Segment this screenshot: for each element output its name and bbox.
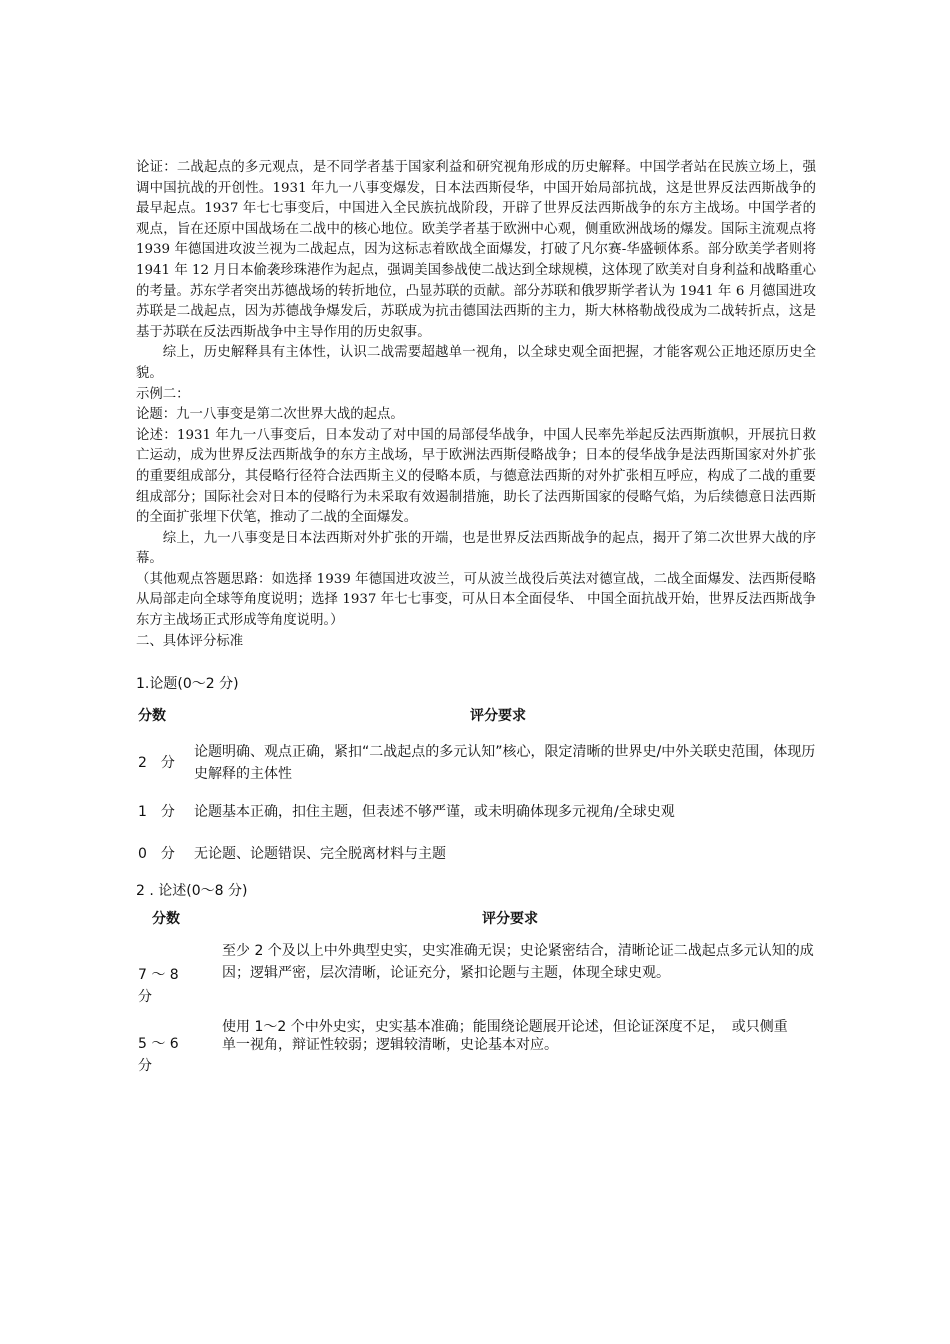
discussion-paragraph: 论述：1931 年九一八事变后，日本发动了对中国的局部侵华战争，中国人民率先举起反法西斯旗帜，开展抗日救亡运动，成为世界反法西斯战争的东方主战场，早于欧洲法西斯侵略战争；日本的侵华战争是法西斯国家对外扩张的重要组成部分，其侵略行径符合法西斯主义的侵略本质，与德意法西斯的对外扩张相互呼应，构成了二战的重要组成部分；国际社会对日本的侵略行为未采取有效遏制措施，助长了法西斯国家的侵略气焰，为后续德意日法西斯的全面扩张埋下伏笔，推动了二战的全面爆发。 [136,427,816,526]
rubric2-row2-score: 5 ～ 6 分 [138,1036,179,1074]
argument-paragraph: 论证：二战起点的多元观点，是不同学者基于国家利益和研究视角形成的历史解释。中国学者站在民族立场上，强调中国抗战的开创性。1931 年九一八事变爆发，日本法西斯侵华，中国开始局部抗战，这是世界反法西斯战争的最早起点。1937 年七七事变后，中国进入全民族抗战阶段，开辟了世界反法西斯战争的东方主战场。中国学者的观点，旨在还原中国战场在二战中的核心地位。欧美学者基于欧洲中心观，侧重欧洲战场的爆发。国际主流观点将 1939 年德国进攻波兰视为二战起点，因为这标志着欧战全面爆发，打破了凡尔赛-华盛顿体系。部分欧美学者则将 1941 年 12 月日本偷袭珍珠港作为起点，强调美国参战使二战达到全球规模，这体现了欧美对自身利益和战略重心的考量。苏东学者突出苏德战场的转折地位，凸显苏联的贡献。部分苏联和俄罗斯学者认为 1941 年 6 月德国进攻苏联是二战起点，因为苏德战争爆发后，苏联成为抗击德国法西斯的主力，斯大林格勒战役成为二战转折点，这是基于苏联在反法西斯战争中主导作用的历史叙事。 [136,160,816,340]
example-two-heading: 示例二： [136,386,190,402]
thesis-line: 论题：九一八事变是第二次世界大战的起点。 [136,407,404,423]
rubric1-row2-requirement: 论题基本正确，扣住主题，但表述不够严谨，或未明确体现多元视角/全球史观 [194,804,675,820]
rubric1-row3-requirement: 无论题、论题错误、完全脱离材料与主题 [194,846,446,862]
other-views-note: （其他观点答题思路：如选择 1939 年德国进攻波兰，可从波兰战役后英法对德宣战，二战全面爆发、法西斯侵略从局部走向全球等角度说明；选择 1937 年七七事变，可从日本全面侵华、 中国全面抗战开始，世界反法西斯战争东方主战场正式形成等角度说明。） [136,571,816,629]
rubric1-row2-score: 1 分 [138,804,175,820]
section-heading-scoring: 二、具体评分标准 [136,633,244,649]
rubric2-row1-score: 7 ～ 8 分 [138,967,179,1005]
rubric1-title: 1.论题(0～2 分) [136,676,239,692]
rubric1-header-score: 分数 [138,708,166,724]
rubric2-row1-requirement: 至少 2 个及以上中外典型史实，史实准确无误；史论紧密结合，清晰论证二战起点多元认知的成因；逻辑严密，层次清晰，论证充分，紧扣论题与主题，体现全球史观。 [222,943,814,981]
rubric1-row1-score: 2 分 [138,755,175,771]
rubric2-row2-requirement: 使用 1～2 个中外史实，史实基本准确；能围绕论题展开论述，但论证深度不足， 或只侧重单一视角，辩证性较弱；逻辑较清晰，史论基本对应。 [222,1019,788,1053]
rubric2-header-score: 分数 [152,911,180,927]
rubric1-row3-score: 0 分 [138,846,175,862]
rubric1-header-requirement: 评分要求 [470,708,526,724]
rubric1-row1-requirement: 论题明确、观点正确，紧扣“二战起点的多元认知”核心，限定清晰的世界史/中外关联史范围，体现历史解释的主体性 [194,744,816,782]
conclusion-paragraph: 综上，九一八事变是日本法西斯对外扩张的开端，也是世界反法西斯战争的起点，揭开了第二次世界大战的序幕。 [136,530,816,567]
rubric2-title: 2 . 论述(0～8 分) [136,883,248,899]
rubric2-header-requirement: 评分要求 [482,911,538,927]
body-text [136,158,816,652]
summary-paragraph: 综上，历史解释具有主体性，认识二战需要超越单一视角，以全球史观全面把握，才能客观公正地还原历史全貌。 [136,345,816,381]
